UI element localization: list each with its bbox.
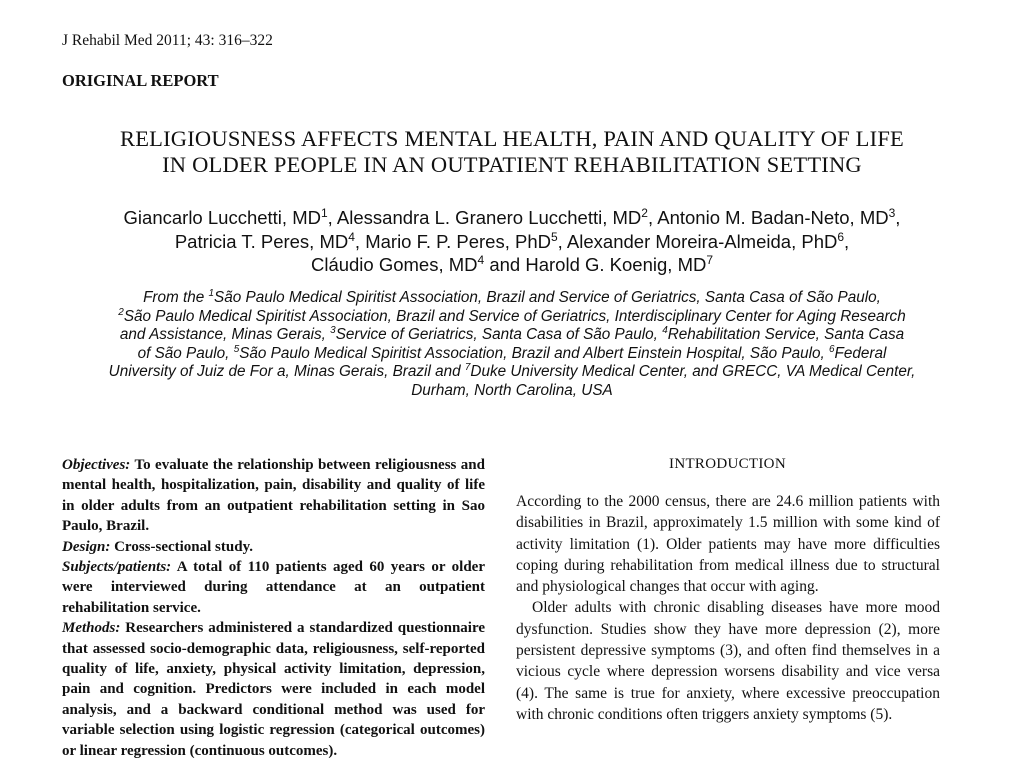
author-list [40,206,984,277]
abstract-objectives [62,455,485,537]
affiliation-text: Duke University Medical Center, and GRECC, VA Medical Center, [470,363,916,381]
abstract-text: Researchers administered a standardized questionnaire that assessed socio-demographic data, religiousness, self-reported quality of life, anxiety, physical activity limitation, depression, pain and cognition. Predictors were included in each model analysis, and a backward conditional method was used for variable selection using logistic regression (categorical outcomes) or linear regression (continuous outcomes). [62,620,485,759]
author-affiliation-sup: 3 [888,205,896,220]
introduction-body [516,491,940,725]
affiliation-sup: 7 [464,362,471,374]
affiliation-text: São Paulo Medical Spiritist Association, Brazil and Service of Geriatrics, Interdisciplinary Center for Aging Research [123,307,906,325]
author-affiliation-sup: 5 [550,229,558,244]
abstract-column [62,455,485,761]
abstract-methods [62,618,485,761]
author-name: Alexander Moreira-Almeida, PhD [566,230,838,252]
abstract-text: To evaluate the relationship between religiousness and mental health, hospitalization, pain, disability and quality of life in older adults from an outpatient rehabilitation setting in Sao Paulo, Brazil. [62,457,485,535]
affiliation-text: Durham, North Carolina, USA [411,381,613,399]
author-affiliation-sup: 4 [348,229,355,244]
affiliation-text: Service of Geriatrics, Santa Casa of São Paulo, [335,326,663,344]
affiliation-text: From the [143,289,209,306]
abstract-text: A total of 110 patients aged 60 years or older were interviewed during attendance at an outpatient rehabilitation service. [62,559,485,616]
author-name: Harold G. Koenig, MD [525,254,707,275]
section-heading-introduction: INTRODUCTION [669,456,786,472]
author-affiliation-sup: 2 [641,205,648,220]
author-separator: , [557,230,567,252]
affiliation-sup: 1 [208,287,215,299]
author-name: Cláudio Gomes, MD [310,254,478,275]
affiliation-sup: 5 [233,343,240,355]
affiliation-sup: 3 [330,325,336,337]
author-affiliation-sup: 4 [477,252,485,267]
report-type-label: ORIGINAL REPORT [62,71,219,90]
affiliation-text: of São Paulo, [137,344,234,362]
abstract-label: Design: [62,538,111,555]
affiliation-text: São Paulo Medical Spiritist Association, Brazil and Albert Einstein Hospital, São Paulo, [239,344,830,362]
title-line-2: IN OLDER PEOPLE IN AN OUTPATIENT REHABILITATION SETTING [162,152,862,177]
author-affiliation-sup: 6 [837,229,845,244]
body-paragraph: According to the 2000 census, there are 24.6 million patients with disabilities in Brazil, approximately 1.5 million with some kind of activity limitation (1). Older patients may have more difficulties coping during rehabilitation from medical illness due to structural and physiological changes that occur with aging. [516,493,940,596]
affiliation-text: Federal [834,344,887,362]
article-title [40,126,984,178]
author-name: Patricia T. Peres, MD [174,230,349,252]
abstract-subjects [62,557,485,618]
author-separator: , [895,207,901,228]
affiliation-sup: 4 [662,325,668,337]
affiliation-text: São Paulo Medical Spiritist Association, Brazil and Service of Geriatrics, Santa Casa of São Paulo, [214,289,881,306]
author-separator: and [484,254,526,275]
abstract-label: Methods: [62,620,121,637]
author-name: Giancarlo Lucchetti, MD [123,207,321,228]
affiliation-text: and Assistance, Minas Gerais, [119,326,331,344]
author-separator: , [647,207,658,228]
author-affiliation-sup: 7 [706,252,714,267]
abstract-text: Cross-sectional study. [110,538,253,555]
abstract-label: Objectives: [62,457,131,473]
affiliation-sup: 2 [118,306,124,318]
author-separator: , [354,230,366,252]
author-name: Mario F. P. Peres, PhD [365,230,551,252]
author-name: Antonio M. Badan-Neto, MD [657,207,889,228]
journal-citation: J Rehabil Med 2011; 43: 316–322 [62,32,273,49]
affiliation-sup: 6 [829,343,835,355]
body-paragraph: Older adults with chronic disabling diseases have more mood dysfunction. Studies show they have more depression (2), more persistent depressive symptoms (3), and often find themselves in a vicious cycle where depression worsens disability and vice versa (4). The same is true for anxiety, where excessive preoccupation with chronic conditions often triggers anxiety symptoms (5). [516,599,940,723]
affiliation-text: Rehabilitation Service, Santa Casa [667,326,905,344]
abstract-design [62,537,485,557]
author-separator: , [844,230,850,252]
affiliation-block [50,289,974,401]
author-name: Alessandra L. Granero Lucchetti, MD [336,207,642,228]
abstract-label: Subjects/patients: [62,559,172,576]
author-affiliation-sup: 1 [320,205,328,220]
title-line-1: RELIGIOUSNESS AFFECTS MENTAL HEALTH, PAIN AND QUALITY OF LIFE [120,126,904,151]
author-separator: , [327,207,337,228]
affiliation-text: University of Juiz de For a, Minas Gerais, Brazil and [108,363,465,381]
